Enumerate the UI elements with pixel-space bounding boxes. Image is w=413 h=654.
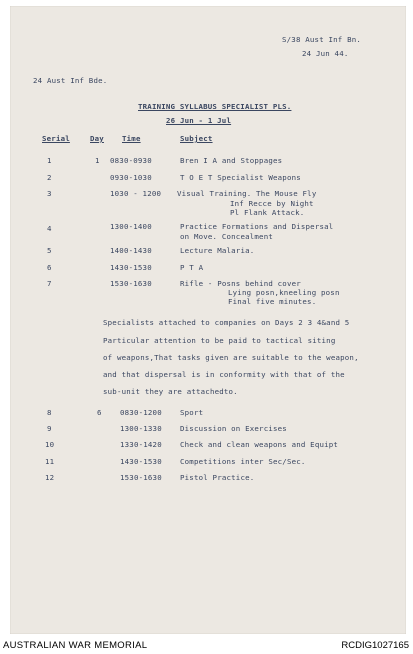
- row-time: 1300-1330: [120, 424, 162, 433]
- row-time: 1530-1630: [120, 473, 162, 482]
- document-date: 24 Jun 44.: [302, 49, 349, 58]
- row-subject: Pistol Practice.: [180, 473, 255, 482]
- row-subject: Discussion on Exercises: [180, 424, 287, 433]
- row-serial: 5: [47, 246, 52, 255]
- row-serial: 3: [47, 189, 52, 198]
- row-time: 1300-1400: [110, 222, 152, 231]
- note-line: sub-unit they are attachedto.: [103, 387, 238, 396]
- row-subject: Rifle - Posns behind cover: [180, 279, 301, 288]
- footer-record-id: RCDIG1027165: [341, 640, 409, 651]
- row-subject: Lecture Malaria.: [180, 246, 255, 255]
- document-reference: S/38 Aust Inf Bn.: [282, 35, 362, 44]
- row-serial: 10: [45, 440, 55, 449]
- note-line: of weapons,That tasks given are suitable to the weapon,: [103, 353, 359, 362]
- row-subject-line3: Final five minutes.: [228, 297, 317, 306]
- document-title: TRAINING SYLLABUS SPECIALIST PLS.: [138, 102, 292, 111]
- row-time: 1430-1530: [110, 263, 152, 272]
- footer-source: AUSTRALIAN WAR MEMORIAL: [3, 640, 148, 651]
- archive-footer: [0, 636, 413, 654]
- row-subject-line3: Pl Flank Attack.: [230, 208, 305, 217]
- row-subject: Check and clean weapons and Equipt: [180, 440, 339, 449]
- row-serial: 1: [47, 156, 52, 165]
- row-serial: 2: [47, 173, 52, 182]
- row-time: 0830-1200: [120, 408, 162, 417]
- note-line: Particular attention to be paid to tactical siting: [103, 336, 336, 345]
- row-day: 1: [95, 156, 100, 165]
- row-subject: Practice Formations and Dispersal: [180, 222, 334, 231]
- note-line: and that dispersal is in conformity with that of the: [103, 370, 345, 379]
- col-serial-heading: Serial: [42, 134, 70, 143]
- row-serial: 11: [45, 457, 55, 466]
- row-serial: 4: [47, 224, 52, 233]
- row-subject-line2: on Move. Concealment: [180, 232, 273, 241]
- col-subject-heading: Subject: [180, 134, 213, 143]
- note-line: Specialists attached to companies on Days 2 3 4&and 5: [103, 318, 350, 327]
- row-serial: 8: [47, 408, 52, 417]
- row-subject: T O E T Specialist Weapons: [180, 173, 301, 182]
- row-serial: 9: [47, 424, 52, 433]
- row-serial: 6: [47, 263, 52, 272]
- row-time: 1430-1530: [120, 457, 162, 466]
- row-subject: P T A: [180, 263, 204, 272]
- row-subject: Visual Training. The Mouse Fly: [177, 189, 317, 198]
- row-time: 1530-1630: [110, 279, 152, 288]
- row-serial: 7: [47, 279, 52, 288]
- row-day: 6: [97, 408, 102, 417]
- col-day-heading: Day: [90, 134, 104, 143]
- row-subject-line2: Inf Recce by Night: [230, 199, 314, 208]
- row-subject: Bren I A and Stoppages: [180, 156, 283, 165]
- row-time: 0830-0930: [110, 156, 152, 165]
- row-subject: Competitions inter Sec/Sec.: [180, 457, 306, 466]
- row-time: 1400-1430: [110, 246, 152, 255]
- row-serial: 12: [45, 473, 55, 482]
- col-time-heading: Time: [122, 134, 141, 143]
- row-time: 1330-1420: [120, 440, 162, 449]
- row-subject-line2: Lying posn,kneeling posn: [228, 288, 340, 297]
- row-time: 1030 - 1200: [110, 189, 162, 198]
- addressee: 24 Aust Inf Bde.: [33, 76, 108, 85]
- document-period: 26 Jun - 1 Jul: [166, 116, 232, 125]
- row-time: 0930-1030: [110, 173, 152, 182]
- row-subject: Sport: [180, 408, 204, 417]
